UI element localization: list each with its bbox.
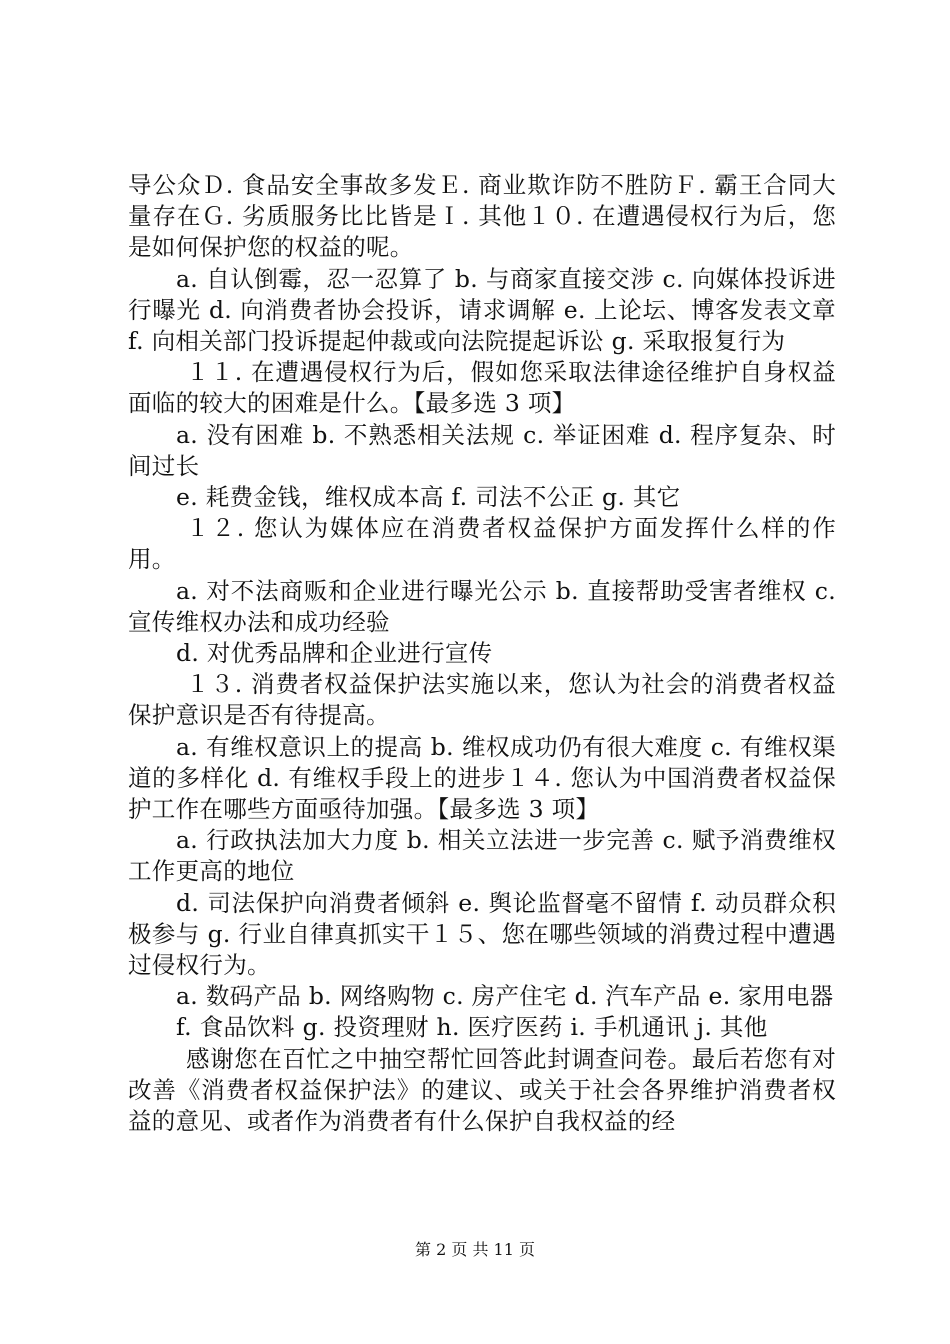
paragraph-q12-options-b: d. 对优秀品牌和企业进行宣传 bbox=[176, 639, 493, 668]
paragraph-q11-options-b: e. 耗费金钱，维权成本高 f. 司法不公正 g. 其它 bbox=[176, 483, 681, 512]
paragraph-closing: 感谢您在百忙之中抽空帮忙回答此封调查问卷。最后若您有对改善《消费者权益保护法》的建议、或关于社会各界维护消费者权益的意见、或者作为消费者有什么保护自我权益的经 bbox=[128, 1044, 836, 1136]
paragraph-q15-options-b: f. 食品饮料 g. 投资理财 h. 医疗医药 i. 手机通讯 j. 其他 bbox=[176, 1013, 768, 1042]
paragraph-q14-options-b-q15: d. 司法保护向消费者倾斜 e. 舆论监督毫不留情 f. 动员群众积极参与 g. 行业自律真抓实干１５、您在哪些领域的消费过程中遭遇过侵权行为。 bbox=[128, 888, 836, 980]
paragraph-q15-options-a: a. 数码产品 b. 网络购物 c. 房产住宅 d. 汽车产品 e. 家用电器 bbox=[176, 982, 834, 1011]
document-body bbox=[128, 170, 836, 1137]
paragraph-q14-options-a: a. 行政执法加大力度 b. 相关立法进一步完善 c. 赋予消费维权工作更高的地位 bbox=[128, 826, 836, 886]
paragraph-q12: １２. 您认为媒体应在消费者权益保护方面发挥什么样的作用。 bbox=[128, 514, 836, 574]
paragraph-q11-options-a: a. 没有困难 b. 不熟悉相关法规 c. 举证困难 d. 程序复杂、时间过长 bbox=[128, 420, 836, 480]
paragraph-q12-options-a: a. 对不法商贩和企业进行曝光公示 b. 直接帮助受害者维权 c. 宣传维权办法和成功经验 bbox=[128, 576, 836, 636]
paragraph-q10-options: a. 自认倒霉，忍一忍算了 b. 与商家直接交涉 c. 向媒体投诉进行曝光 d. 向消费者协会投诉，请求调解 e. 上论坛、博客发表文章 f. 向相关部门投诉提起仲裁或向法院提起诉讼 g. 采取报复行为 bbox=[128, 264, 836, 356]
paragraph-q13-options-q14: a. 有维权意识上的提高 b. 维权成功仍有很大难度 c. 有维权渠道的多样化 d. 有维权手段上的进步１４. 您认为中国消费者权益保护工作在哪些方面亟待加强。【最多选 3 项】 bbox=[128, 732, 836, 824]
paragraph-q13: １３. 消费者权益保护法实施以来，您认为社会的消费者权益保护意识是否有待提高。 bbox=[128, 670, 836, 730]
page-footer: 第 2 页 共 11 页 bbox=[415, 1240, 535, 1259]
paragraph-q11: １１. 在遭遇侵权行为后，假如您采取法律途径维护自身权益面临的较大的困难是什么。【最多选 3 项】 bbox=[128, 358, 836, 418]
paragraph-intro: 导公众Ｄ. 食品安全事故多发Ｅ. 商业欺诈防不胜防Ｆ. 霸王合同大量存在Ｇ. 劣质服务比比皆是Ｉ. 其他１０. 在遭遇侵权行为后，您是如何保护您的权益的呢。 bbox=[128, 171, 836, 262]
